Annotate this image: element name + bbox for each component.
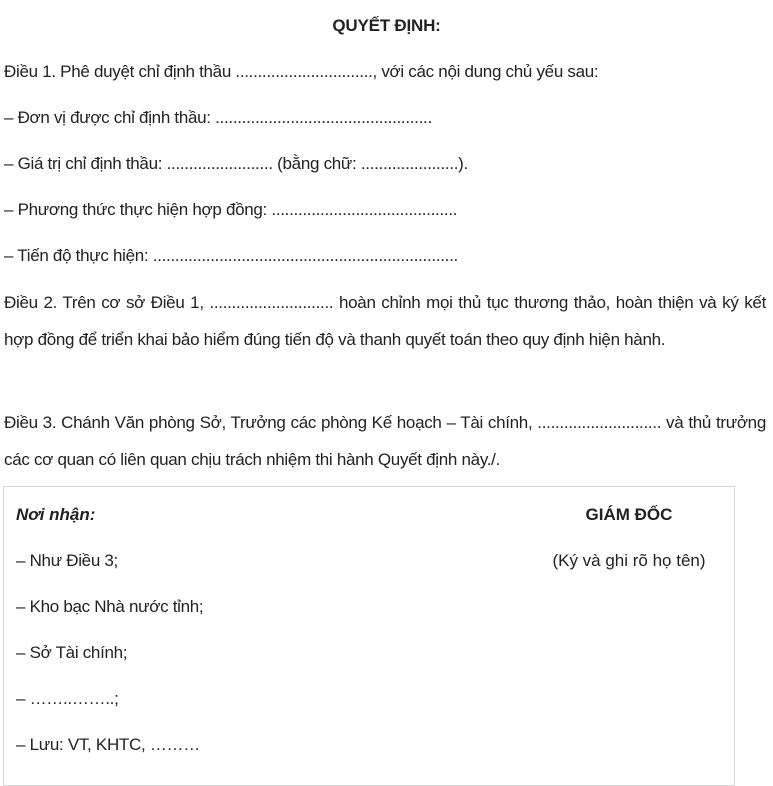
recipient-item: – Như Điều 3; — [16, 551, 118, 570]
article-2-text: Điều 2. Trên cơ sở Điều 1, ............................ hoàn chỉnh mọi thủ tục thương thảo, hoàn thiện và ký kết hợp đồng để triển khai bảo hiểm đúng tiến độ và thanh quyết toán theo quy định hiện hành. — [4, 293, 766, 349]
recipients-title: Nơi nhận: — [16, 505, 96, 524]
article-1-item-method: – Phương thức thực hiện hợp đồng: .......................................... — [4, 200, 458, 219]
recipient-item: – Sở Tài chính; — [16, 643, 128, 662]
signature-block — [3, 486, 735, 786]
recipient-item: – Kho bạc Nhà nước tỉnh; — [16, 597, 204, 616]
article-1-heading: Điều 1. Phê duyệt chỉ định thầu ..............................., với các nội dung chủ yếu sau: — [4, 62, 599, 81]
signer-title: GIÁM ĐỐC — [585, 505, 673, 524]
article-1-item-schedule: – Tiến độ thực hiện: ..................................................................... — [4, 246, 458, 265]
signer-note: (Ký và ghi rõ họ tên) — [552, 551, 706, 570]
article-1-item-contractor: – Đơn vị được chỉ định thầu: ................................................. — [4, 108, 432, 127]
article-1-item-value: – Giá trị chỉ định thầu: ........................ (bằng chữ: ......................). — [4, 154, 468, 173]
recipient-item: – ……..……..; — [16, 689, 119, 708]
document-title: QUYẾT ĐỊNH: — [332, 16, 441, 35]
recipient-item: – Lưu: VT, KHTC, ……… — [16, 735, 200, 754]
article-3-text: Điều 3. Chánh Văn phòng Sở, Trưởng các phòng Kế hoạch – Tài chính, ............................ và thủ trưởng các cơ quan có liên quan chịu trách nhiệm thi hành Quyết định này./. — [4, 413, 766, 469]
